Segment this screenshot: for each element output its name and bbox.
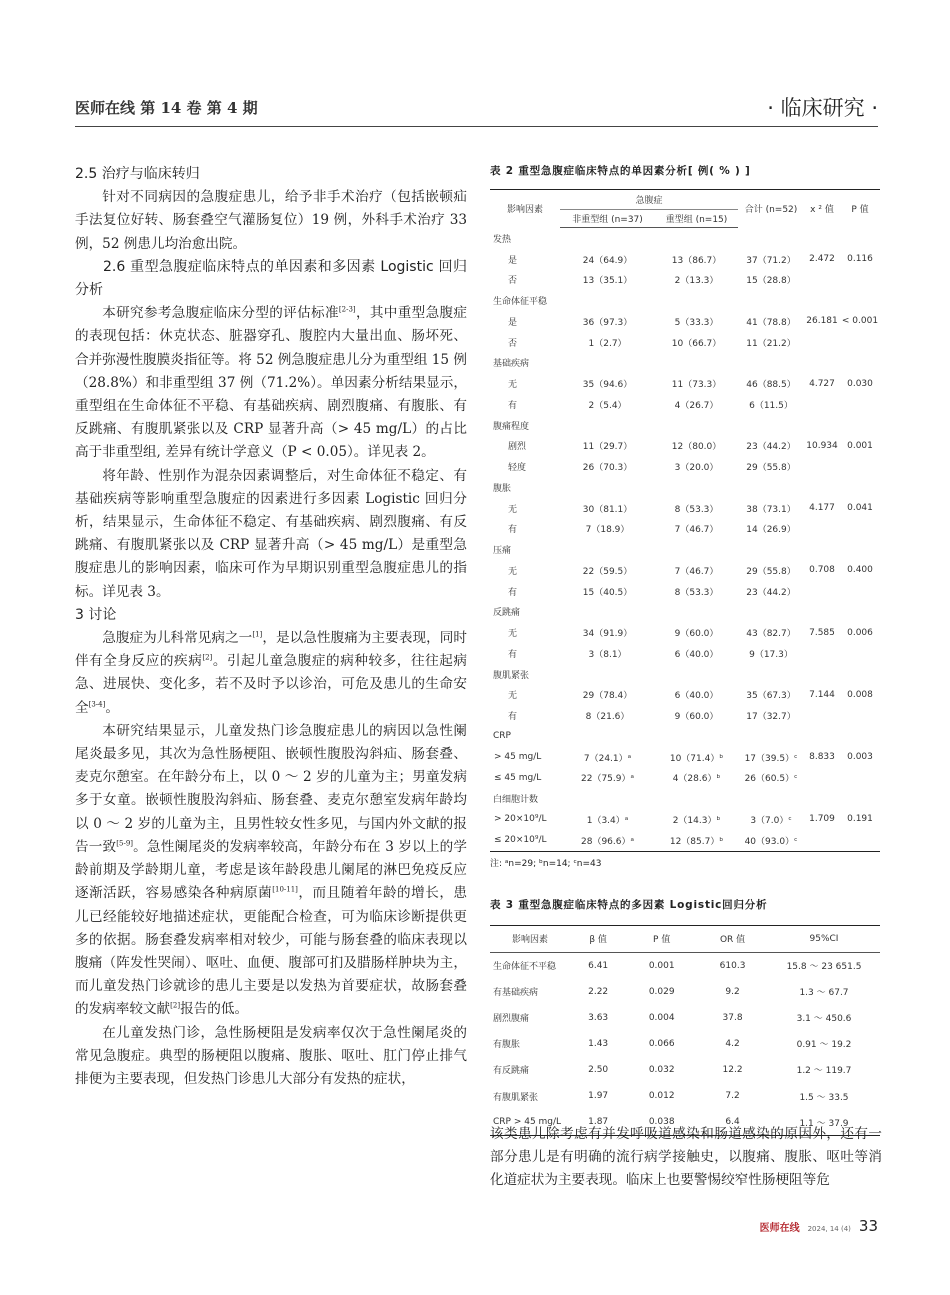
table-cell <box>804 768 840 789</box>
table-cell: 8（53.3） <box>674 504 719 515</box>
table-cell: 8.833 <box>809 752 835 763</box>
table-cell <box>804 830 840 851</box>
table-cell: 9（60.0） <box>674 712 719 723</box>
table-cell: 2.22 <box>588 986 609 997</box>
table-cell: 1.709 <box>809 814 835 825</box>
table-cell: 12（85.7）ᵇ <box>669 836 724 847</box>
row-label: 生命体征不平稳 <box>493 962 557 973</box>
table-cell: 7（18.9） <box>585 525 630 536</box>
table-cell <box>840 332 880 353</box>
table-row <box>490 228 880 249</box>
row-label: 是 <box>508 317 518 328</box>
table-cell: 1.97 <box>588 1091 609 1102</box>
table-cell: 11（29.7） <box>582 442 633 453</box>
table-cell: 7.2 <box>725 1091 740 1102</box>
table-cell: 26（70.3） <box>582 463 633 474</box>
paragraph: 本研究结果显示，儿童发热门诊急腹症患儿的病因以急性阑尾炎最多见，其次为急性肠梗阻、嵌顿性腹股沟斜疝、肠套叠、麦克尔憩室。在年龄分布上，以 0 ～ 2 岁的儿童为主；男童发病多于女童。嵌顿性腹股沟斜疝、肠套叠、麦克尔憩室发病年龄均以 0 ～ 2 岁的儿童为主，且男性较女性多见，与国内外文献的报告一致[5-9]。急性阑尾炎的发病率较高，年龄分布在 3 岁以上的学龄前期及学龄期儿童，考虑是该年龄段患儿阑尾的淋巴免疫反应逐渐活跃，容易感染各种病原菌[10-11]，而且随着年龄的增长，患儿已经能较好地描述症状，更能配合检查，可为临床诊断提供更多的依据。肠套叠发病率相对较少，可能与肠套叠的临床表现以腹痛（阵发性哭闹）、呕吐、血便、腹部可扪及腊肠样肿块为主，而儿童发热门诊就诊的患儿主要是以发热为首要症状，故肠套叠的发病率较文献[2]报告的低。 <box>75 722 468 1018</box>
row-category: 白细胞计数 <box>493 795 539 806</box>
table-cell <box>840 830 880 851</box>
table-cell: 12（80.0） <box>671 442 722 453</box>
col-header: β 值 <box>570 925 626 952</box>
row-category: 腹肌紧张 <box>493 670 530 681</box>
table-cell: 0.032 <box>648 1064 675 1075</box>
table-3-body <box>490 952 880 1136</box>
table-cell: 0.003 <box>847 752 873 763</box>
table-row <box>490 539 880 560</box>
table-cell: 3.63 <box>588 1012 609 1023</box>
table-cell: 26（60.5）ᶜ <box>744 774 798 785</box>
table-cell: 1.3 ～ 67.7 <box>799 988 849 999</box>
table-cell: 12.2 <box>722 1064 743 1075</box>
table-row <box>490 979 880 1005</box>
section-2-5-title: 2.5 治疗与临床转归 <box>75 166 200 182</box>
table-cell: 10（71.4）ᵇ <box>669 753 724 764</box>
table-cell: 30（81.1） <box>582 504 633 515</box>
table-row <box>490 809 880 830</box>
paragraph: 急腹症为儿科常见病之一[1]，是以急性腹痛为主要表现，同时伴有全身反应的疾病[2]。引起儿童急腹症的病种较多，往往起病急、进展快、变化多，若不及时予以诊治，可危及患儿的生命安全[3-4]。 <box>75 630 468 716</box>
table-row <box>490 705 880 726</box>
table-row <box>490 952 880 979</box>
row-label: ≤ 45 mg/L <box>494 772 542 783</box>
row-category: 生命体征平稳 <box>493 297 548 308</box>
row-category: 压痛 <box>493 546 512 557</box>
table-cell <box>840 643 880 664</box>
table-cell: 17（32.7） <box>746 712 796 723</box>
table-cell: 8（21.6） <box>585 712 630 723</box>
table-row <box>490 1057 880 1083</box>
table-cell <box>804 270 840 291</box>
table-cell: 28（96.6）ᵃ <box>581 836 635 847</box>
row-category: 基础疾病 <box>493 359 530 370</box>
table-cell: 2.472 <box>809 254 835 265</box>
row-label: 无 <box>508 629 518 640</box>
table-row <box>490 622 880 643</box>
table-cell: 7.144 <box>809 689 835 700</box>
table-cell: 1.2 ～ 119.7 <box>796 1066 852 1077</box>
section-title: · 临床研究 · <box>767 96 878 120</box>
table-cell: 3.1 ～ 450.6 <box>796 1014 852 1025</box>
table-row <box>490 353 880 374</box>
row-category: 反跳痛 <box>493 608 521 619</box>
table-cell: 13（86.7） <box>671 255 722 266</box>
table-cell: 10.934 <box>806 440 838 451</box>
table-cell: 8（53.3） <box>674 587 719 598</box>
header-rule <box>75 126 878 127</box>
row-label: 轻度 <box>508 463 527 474</box>
row-label: 有基础疾病 <box>493 988 539 999</box>
table-row <box>490 270 880 291</box>
table-cell: 34（91.9） <box>582 629 633 640</box>
table-cell <box>840 581 880 602</box>
col-header-severe: 重型组 (n=15) <box>655 210 738 228</box>
row-label: 无 <box>508 380 518 391</box>
table-row <box>490 311 880 332</box>
table-cell: 15.8 ～ 23 651.5 <box>786 962 862 973</box>
table-row <box>490 332 880 353</box>
section-3-title: 3 讨论 <box>75 606 117 623</box>
row-label: 有反跳痛 <box>493 1066 530 1077</box>
table-cell: 29（78.4） <box>582 691 633 702</box>
table-cell: 7.585 <box>809 627 835 638</box>
row-category: 腹胀 <box>493 483 512 494</box>
table-cell: 43（82.7） <box>746 629 796 640</box>
table-row <box>490 249 880 270</box>
row-label: > 20×10⁹/L <box>494 814 547 825</box>
table-cell: 3（8.1） <box>588 649 627 660</box>
table-cell <box>804 705 840 726</box>
table-cell: 10（66.7） <box>671 338 722 349</box>
col-header-nonsevere: 非重型组 (n=37) <box>560 210 655 228</box>
table-cell <box>804 332 840 353</box>
table-cell: 13（35.1） <box>582 276 633 287</box>
table-row <box>490 498 880 519</box>
table-cell: 4.727 <box>809 378 835 389</box>
table-cell: 1.87 <box>588 1117 609 1128</box>
table-cell: 2（14.3）ᵇ <box>672 815 721 826</box>
table-cell: 9（60.0） <box>674 629 719 640</box>
table-row <box>490 1005 880 1031</box>
table-row <box>490 456 880 477</box>
table-cell: 6（40.0） <box>674 649 719 660</box>
row-category: 发热 <box>493 234 512 245</box>
row-label: 有腹肌紧张 <box>493 1092 539 1103</box>
col-header-total: 合计 (n=52) <box>744 205 798 216</box>
table-cell: 0.012 <box>648 1091 675 1102</box>
table-row <box>490 602 880 623</box>
table-cell: 0.001 <box>648 960 675 971</box>
table-cell: 0.001 <box>847 440 873 451</box>
table-cell <box>804 456 840 477</box>
table-cell: 0.708 <box>809 565 835 576</box>
table-cell: 3（7.0）ᶜ <box>750 815 792 826</box>
row-category: CRP <box>493 731 511 742</box>
table-row <box>490 788 880 809</box>
table-cell: 0.038 <box>648 1117 675 1128</box>
table-cell: 1（3.4）ᵃ <box>586 815 629 826</box>
row-label: 剧烈腹痛 <box>493 1014 530 1025</box>
table-row <box>490 373 880 394</box>
table-cell: 1.5 ～ 33.5 <box>799 1092 849 1103</box>
table-row <box>490 560 880 581</box>
table-cell: 2（13.3） <box>674 276 719 287</box>
table-cell: 4.177 <box>809 503 835 514</box>
table-cell: 7（24.1）ᵃ <box>583 753 632 764</box>
table-row <box>490 436 880 457</box>
table-cell: 35（67.3） <box>746 691 796 702</box>
table-cell: 0.191 <box>847 814 873 825</box>
row-label: 有 <box>508 525 518 536</box>
table-cell: 24（64.9） <box>582 255 633 266</box>
table-cell: 38（73.1） <box>746 504 796 515</box>
table-row <box>490 477 880 498</box>
table-cell: 29（55.8） <box>746 463 796 474</box>
table-cell: 0.004 <box>648 1012 675 1023</box>
left-column <box>75 163 467 1091</box>
table-cell <box>840 768 880 789</box>
table-2-note: 注: ᵃn=29; ᵇn=14; ᶜn=43 <box>490 858 602 869</box>
table-cell: 1（2.7） <box>588 338 627 349</box>
row-label: 有 <box>508 400 518 411</box>
row-label: > 45 mg/L <box>494 752 542 763</box>
col-header: 影响因素 <box>490 925 570 952</box>
row-label: 有 <box>508 649 518 660</box>
table-cell: 9（17.3） <box>749 649 793 660</box>
table-cell: 29（55.8） <box>746 566 796 577</box>
table-cell: 0.006 <box>847 627 873 638</box>
table-cell <box>840 270 880 291</box>
paragraph: 将年龄、性别作为混杂因素调整后，对生命体征不稳定、有基础疾病等影响重型急腹症的因素进行多因素 Logistic 回归分析，结果显示，生命体征不稳定、有基础疾病、剧烈腹痛、有反跳痛、有腹肌紧张以及 CRP 显著升高（> 45 mg/L）是重型急腹症患儿的影响因素，临床可作为早期识别重型急腹症患儿的指标。详见表 3。 <box>75 467 467 600</box>
table-row <box>490 519 880 540</box>
col-header: OR 值 <box>697 925 768 952</box>
table-cell: 23（44.2） <box>746 587 796 598</box>
journal-logo: 医师在线 <box>759 1223 800 1234</box>
table-cell: 22（75.9）ᵃ <box>581 774 635 785</box>
paragraph: 针对不同病因的急腹症患儿，给予非手术治疗（包括嵌顿疝手法复位好转、肠套叠空气灌肠复位）19 例，外科手术治疗 33 例，52 例患儿均治愈出院。 <box>75 189 467 252</box>
table-cell <box>804 394 840 415</box>
table-row <box>490 830 880 851</box>
col-header-p: P 值 <box>851 205 869 216</box>
table-cell: 23（44.2） <box>746 442 796 453</box>
table-cell: 0.029 <box>648 986 675 997</box>
table-cell: 6（40.0） <box>674 691 719 702</box>
table-cell: 11（73.3） <box>671 380 722 391</box>
paragraph: 本研究参考急腹症临床分型的评估标准[2-3]，其中重型急腹症的表现包括：休克状态、脏器穿孔、腹腔内大量出血、肠坏死、合并弥漫性腹膜炎指征等。将 52 例急腹症患儿分为重型组 15 例（28.8%）和非重型组 37 例（71.2%）。单因素分析结果显示，重型组在生命体征不平稳、有基础疾病、剧烈腹痛、有腹胀、有反跳痛、有腹肌紧张以及 CRP 显著升高（> 45 mg/L）的占比高于非重型组, 差异有统计学意义（P < 0.05）。详见表 2。 <box>75 305 468 461</box>
table-cell <box>804 581 840 602</box>
paragraph: 该类患儿除考虑有并发呼吸道感染和肠道感染的原因外，还有一部分患儿是有明确的流行病学接触史，以腹痛、腹胀、呕吐等消化道症状为主要表现。临床上也要警惕绞窄性肠梗阻等危 <box>490 1126 882 1189</box>
table-3-title: 表 3 重型急腹症临床特点的多因素 Logistic回归分析 <box>490 898 768 911</box>
table-cell: < 0.001 <box>841 316 879 327</box>
table-cell <box>804 519 840 540</box>
table-cell <box>840 394 880 415</box>
row-label: CRP > 45 mg/L <box>493 1117 562 1128</box>
table-cell: 11（21.2） <box>746 338 796 349</box>
table-cell: 6（11.5） <box>749 400 793 411</box>
table-cell: 6.4 <box>725 1117 740 1128</box>
table-cell: 4（26.7） <box>674 400 719 411</box>
section-2-6-title: 2.6 重型急腹症临床特点的单因素和多因素 Logistic 回归分析 <box>75 258 467 299</box>
table-row <box>490 1031 880 1057</box>
table-cell: 6.41 <box>588 960 609 971</box>
table-cell: 0.008 <box>847 689 873 700</box>
table-row <box>490 643 880 664</box>
table-cell <box>840 519 880 540</box>
table-cell <box>804 643 840 664</box>
table-row <box>490 726 880 747</box>
col-header: P 值 <box>626 925 697 952</box>
row-label: 否 <box>508 276 518 287</box>
row-label: 无 <box>508 566 518 577</box>
volume-info: 2024, 14 (4) <box>807 1225 851 1233</box>
table-cell <box>840 705 880 726</box>
table-cell: 14（26.9） <box>746 525 796 536</box>
row-label: ≤ 20×10⁹/L <box>494 835 547 846</box>
col-header: 95%CI <box>768 925 880 952</box>
table-2-body <box>490 228 880 852</box>
table-row <box>490 664 880 685</box>
table-cell: 4.2 <box>725 1038 740 1049</box>
table-row <box>490 768 880 789</box>
page-number: 33 <box>858 1217 878 1235</box>
table-cell: 1.1 ～ 37.9 <box>799 1118 849 1129</box>
col-header-factor: 影响因素 <box>506 205 543 216</box>
row-label: 剧烈 <box>508 442 527 453</box>
table-cell: 3（20.0） <box>674 463 719 474</box>
table-row <box>490 685 880 706</box>
table-cell: 0.116 <box>847 254 873 265</box>
table-cell: 22（59.5） <box>582 566 633 577</box>
table-cell: 2.50 <box>588 1064 609 1075</box>
table-cell: 15（28.8） <box>746 276 796 287</box>
table-2 <box>490 189 880 852</box>
table-cell: 40（93.0）ᶜ <box>744 836 798 847</box>
row-label: 否 <box>508 338 518 349</box>
table-cell: 15（40.5） <box>582 587 633 598</box>
table-cell: 41（78.8） <box>746 317 796 328</box>
table-row <box>490 415 880 436</box>
right-column <box>490 163 880 1136</box>
table-3 <box>490 925 880 1137</box>
page-footer <box>760 1217 878 1235</box>
table-cell: 0.030 <box>847 378 873 389</box>
right-column-text <box>490 1123 882 1193</box>
table-cell: 4（28.6）ᵇ <box>672 774 721 785</box>
table-cell: 35（94.6） <box>582 380 633 391</box>
table-cell: 26.181 <box>806 316 838 327</box>
table-row <box>490 581 880 602</box>
table-cell <box>840 456 880 477</box>
table-cell: 0.91 ～ 19.2 <box>796 1040 852 1051</box>
table-row <box>490 1083 880 1109</box>
table-cell: 1.43 <box>588 1038 609 1049</box>
journal-issue: 医师在线 第 14 卷 第 4 期 <box>75 99 258 117</box>
table-row <box>490 394 880 415</box>
table-cell: 36（97.3） <box>582 317 633 328</box>
row-label: 是 <box>508 255 518 266</box>
col-header-chi: x ² 值 <box>810 205 834 216</box>
table-cell: 7（46.7） <box>674 566 719 577</box>
table-2-title: 表 2 重型急腹症临床特点的单因素分析[ 例( % ) ] <box>490 165 751 177</box>
table-cell: 0.041 <box>847 503 873 514</box>
table-cell: 37（71.2） <box>746 255 796 266</box>
row-category: 腹痛程度 <box>493 421 530 432</box>
table-cell: 0.066 <box>648 1038 675 1049</box>
table-cell: 46（88.5） <box>746 380 796 391</box>
table-cell: 37.8 <box>722 1012 743 1023</box>
row-label: 有 <box>508 712 518 723</box>
table-row <box>490 290 880 311</box>
row-label: 无 <box>508 504 518 515</box>
table-cell: 5（33.3） <box>674 317 719 328</box>
table-row <box>490 747 880 768</box>
row-label: 无 <box>508 691 518 702</box>
row-label: 有腹胀 <box>493 1040 521 1051</box>
col-header-group: 急腹症 <box>560 190 738 210</box>
row-label: 有 <box>508 587 518 598</box>
table-cell: 610.3 <box>719 960 746 971</box>
table-cell: 7（46.7） <box>674 525 719 536</box>
paragraph: 在儿童发热门诊，急性肠梗阻是发病率仅次于急性阑尾炎的常见急腹症。典型的肠梗阻以腹痛、腹胀、呕吐、肛门停止排气排便为主要表现，但发热门诊患儿大部分有发热的症状， <box>75 1024 467 1087</box>
table-cell: 2（5.4） <box>588 400 627 411</box>
table-cell: 9.2 <box>725 986 740 997</box>
table-cell: 17（39.5）ᶜ <box>744 753 798 764</box>
table-cell: 0.400 <box>847 565 873 576</box>
